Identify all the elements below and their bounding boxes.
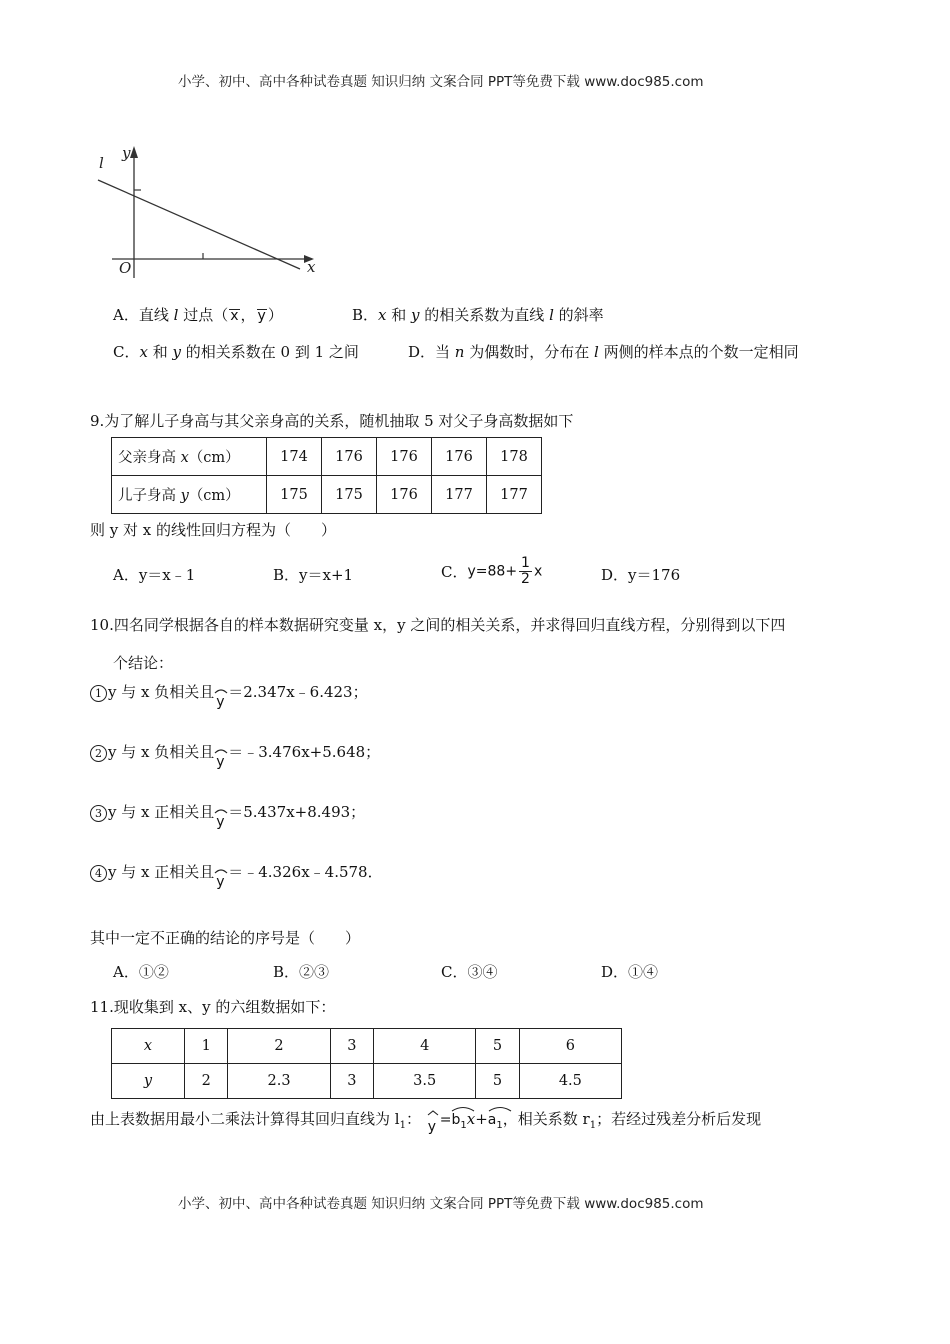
q10-option-c[interactable]: C．③④: [441, 963, 498, 981]
y-hat: y: [426, 1110, 440, 1136]
table-cell: 176: [377, 476, 432, 514]
table-cell: 177: [487, 476, 542, 514]
table-cell: 176: [432, 438, 487, 476]
table-row: [112, 1029, 622, 1064]
table-cell: 3: [330, 1064, 373, 1099]
table-cell: 178: [487, 438, 542, 476]
table-cell: 5: [476, 1029, 519, 1064]
q10-option-b[interactable]: B．②③: [273, 963, 330, 981]
page-footer: 小学、初中、高中各种试卷真题 知识归纳 文案合同 PPT等免费下载 www.doc985.com: [178, 1196, 704, 1212]
y-mean: y: [257, 308, 266, 324]
table-cell: 4: [374, 1029, 476, 1064]
q10-option-d[interactable]: D．①④: [601, 963, 659, 981]
table-cell: 174: [267, 438, 322, 476]
q10-question: 其中一定不正确的结论的序号是（ ）: [90, 929, 361, 947]
fraction-one-half: $\frac{1}{2}$: [521, 555, 530, 587]
table-cell: 3: [330, 1029, 373, 1064]
q8-option-b[interactable]: B．x 和 y 的相关系数为直线 l 的斜率: [352, 306, 604, 324]
q9-question: 则 y 对 x 的线性回归方程为（ ）: [90, 521, 337, 539]
q11-stem: 11.现收集到 x、y 的六组数据如下：: [90, 998, 336, 1016]
table-row: 儿子身高 y（cm） 175 175 176 177 177: [112, 476, 542, 514]
line-l: [98, 180, 300, 269]
q10-stem-line1: 10.四名同学根据各自的样本数据研究变量 x，y 之间的相关关系，并求得回归直线方程，分别得到以下四: [90, 616, 786, 634]
table-cell: 3.5: [374, 1064, 476, 1099]
y-axis-label: y: [122, 144, 131, 162]
q9-stem: 9.为了解儿子身高与其父亲身高的关系，随机抽取 5 对父子身高数据如下: [90, 412, 574, 430]
y-hat: y: [214, 685, 228, 711]
circled-number: 1: [90, 685, 107, 702]
q10-item-3: 3 y 与 x 正相关且 y ＝5.437x+8.493；: [90, 801, 365, 831]
q11-data-table: [111, 1028, 622, 1099]
table-cell: 5: [476, 1064, 519, 1099]
hat-icon: [426, 1110, 440, 1116]
q10-item-4: 4 y 与 x 正相关且 y ＝﹣4.326x﹣4.578．: [90, 861, 383, 891]
table-cell: x: [112, 1029, 185, 1064]
q8-option-d[interactable]: D．当 n 为偶数时，分布在 l 两侧的样本点的个数一定相同: [408, 343, 799, 361]
q9-option-b[interactable]: B．y＝x+1: [273, 566, 354, 584]
q8-option-a[interactable]: A．直线 l 过点（ x ， y ）: [113, 306, 283, 324]
table-row: 父亲身高 x（cm） 174 176 176 176 178: [112, 438, 542, 476]
y-hat: y: [214, 805, 228, 831]
q9-height-table: [111, 437, 542, 514]
x-mean: x: [230, 308, 239, 324]
q10-option-a[interactable]: A．①②: [113, 963, 169, 981]
q8-option-c[interactable]: C．x 和 y 的相关系数在 0 到 1 之间: [113, 343, 359, 361]
circled-number: 3: [90, 805, 107, 822]
x-axis-label: x: [307, 258, 316, 276]
q10-item-1: 1 y 与 x 负相关且 y ＝2.347x﹣6.423；: [90, 681, 368, 711]
y-hat: y: [214, 865, 228, 891]
table-cell: 1: [185, 1029, 228, 1064]
table-cell: 177: [432, 476, 487, 514]
table-row: [112, 1064, 622, 1099]
hat-icon: [488, 1106, 512, 1112]
regression-line-figure: [90, 140, 330, 280]
table-cell: 6: [519, 1029, 621, 1064]
table-cell: y: [112, 1064, 185, 1099]
y-axis-arrow: [130, 146, 138, 158]
table-cell: 176: [377, 438, 432, 476]
q9-option-a[interactable]: A．y＝x﹣1: [113, 566, 196, 584]
q11-regression-line-text: 由上表数据用最小二乘法计算得其回归直线为 $l_1$： y = $b_1x+$ $a_1$，相关系数 $r_1$；若经过残差分析后发现: [90, 1106, 761, 1136]
hat-icon: [451, 1106, 475, 1112]
table-cell: 4.5: [519, 1064, 621, 1099]
table-cell: 2.3: [228, 1064, 330, 1099]
q9-option-d[interactable]: D．y＝176: [601, 566, 681, 584]
page-header: 小学、初中、高中各种试卷真题 知识归纳 文案合同 PPT等免费下载 www.doc985.com: [178, 74, 704, 90]
table-cell: 175: [267, 476, 322, 514]
q10-stem-line2: 个结论：: [113, 654, 174, 672]
line-l-label: l: [99, 154, 104, 172]
b1-hat: $b_1$: [451, 1106, 466, 1131]
table-cell: 175: [322, 476, 377, 514]
a1-hat: $a_1$: [488, 1106, 503, 1131]
q9-option-c[interactable]: C．y=88+ $\frac{1}{2}$ x: [441, 555, 543, 587]
circled-number: 2: [90, 745, 107, 762]
table-cell: 2: [185, 1064, 228, 1099]
y-hat: y: [214, 745, 228, 771]
table-cell: 2: [228, 1029, 330, 1064]
origin-label: O: [119, 259, 132, 277]
table-cell: 176: [322, 438, 377, 476]
q10-item-2: 2 y 与 x 负相关且 y ＝﹣3.476x+5.648；: [90, 741, 380, 771]
circled-number: 4: [90, 865, 107, 882]
